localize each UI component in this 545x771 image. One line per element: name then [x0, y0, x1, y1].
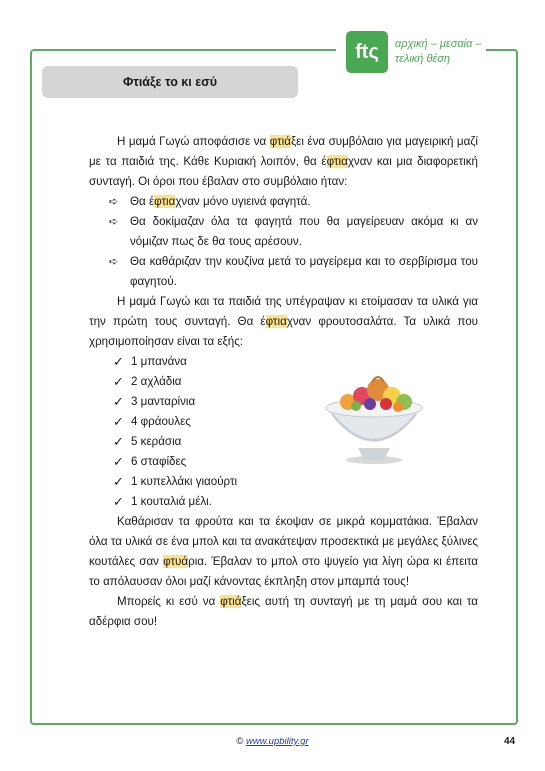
checkmark-icon: ✓ — [113, 454, 124, 469]
paragraph-2: Η μαμά Γωγώ και τα παιδιά της υπέγραψαν κι ετοίμασαν τα υλικά για την πρώτη τους συνταγή. Θα έφτιαχναν φρουτοσαλάτα. Τα υλικά που χρησιμοποίησαν είναι τα εξής: — [89, 295, 479, 348]
footer: © www.upbility.gr — [236, 736, 309, 747]
paragraph-4: Μπορείς κι εσύ να φτιάξεις αυτή τη συνταγή με τη μαμά σου και τα αδέρφια σου! — [89, 595, 479, 628]
arrow-bullet-icon: ➪ — [109, 256, 119, 268]
checkmark-icon: ✓ — [113, 354, 124, 369]
list-item: ✓ 5 κεράσια — [89, 432, 478, 452]
page-number: 44 — [504, 736, 516, 747]
fruit-salad-bowl-image — [318, 368, 430, 468]
highlight: φτυά — [163, 555, 189, 568]
list-item: ➪ Θα έφτιαχναν μόνο υγιεινά φαγητά. — [89, 192, 478, 212]
highlight: φτιά — [269, 135, 291, 148]
list-item: ✓ 6 σταφίδες — [89, 452, 478, 472]
checkmark-icon: ✓ — [113, 414, 124, 429]
arrow-bullet-icon: ➪ — [109, 196, 119, 208]
list-item: ✓ 1 μπανάνα — [89, 352, 478, 372]
highlight: φτια — [265, 315, 287, 328]
page-title: Φτιάξε το κι εσύ — [42, 66, 298, 98]
ftc-logo: ftς — [346, 31, 388, 73]
website-link[interactable]: www.upbility.gr — [245, 736, 309, 747]
rules-list — [89, 192, 478, 292]
paragraph-3: Καθάρισαν τα φρούτα και τα έκοψαν σε μικρά κομματάκια. Έβαλαν όλα τα υλικά σε ένα μπολ και τα ανακάτεψαν προσεκτικά με μεγάλες ξύλινες κουτάλες σαν φτυάρια. Έβαλαν το μπολ στο ψυγείο για λίγη ώρα κι έπειτα το απόλαυσαν όλοι μαζί κάνοντας έκπληξη στον μπαμπά τους! — [89, 515, 478, 588]
list-item: ✓ 2 αχλάδια — [89, 372, 478, 392]
checkmark-icon: ✓ — [113, 474, 124, 489]
paragraph-1: Η μαμά Γωγώ αποφάσισε να φτιάξει ένα συμβόλαιο για μαγειρική μαζί με τα παιδιά της. Κάθε Κυριακή λοιπόν, θα έφτιαχναν και μια διαφορετική συνταγή. Οι όροι που έβαλαν στο συμβόλαιο ήταν: — [89, 135, 478, 188]
list-item: ✓ 1 κουταλιά μέλι. — [89, 492, 478, 512]
arrow-bullet-icon: ➪ — [109, 216, 119, 228]
list-item: ✓ 3 μανταρίνια — [89, 392, 478, 412]
list-item: ➪ Θα δοκίμαζαν όλα τα φαγητά που θα μαγείρευαν ακόμα κι αν νόμιζαν πως δε θα τους αρέσουν. — [89, 212, 478, 252]
level-label: αρχική – μεσαία – τελική θέση — [395, 38, 482, 65]
highlight: φτια — [326, 155, 348, 168]
list-item: ➪ Θα καθάριζαν την κουζίνα μετά το μαγείρεμα και το σερβίρισμα του φαγητού. — [89, 252, 478, 292]
highlight: φτιά — [220, 595, 242, 608]
list-item: ✓ 4 φράουλες — [89, 412, 478, 432]
checkmark-icon: ✓ — [113, 374, 124, 389]
checkmark-icon: ✓ — [113, 494, 124, 509]
checkmark-icon: ✓ — [113, 394, 124, 409]
highlight: φτια — [154, 195, 176, 208]
list-item: ✓ 1 κυπελλάκι γιαούρτι — [89, 472, 478, 492]
level-tag — [336, 28, 486, 76]
checkmark-icon: ✓ — [113, 434, 124, 449]
